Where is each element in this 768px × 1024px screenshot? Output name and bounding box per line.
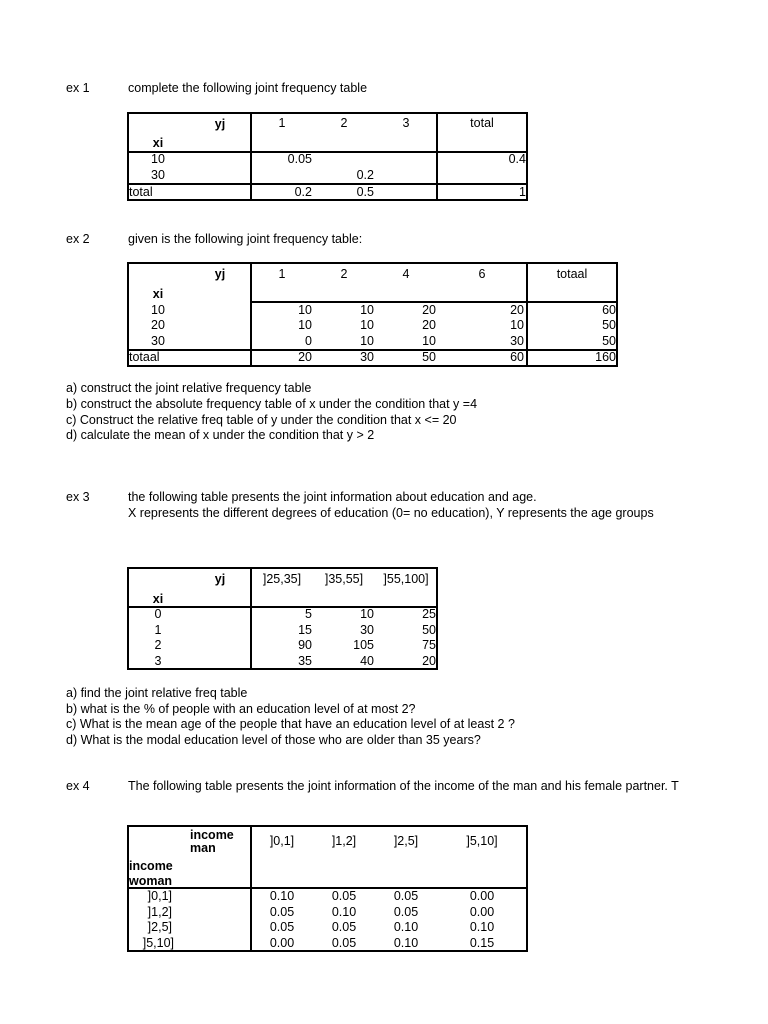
ex4-cell: 0.00	[269, 936, 295, 950]
ex1-instruction: complete the following joint frequency table	[128, 81, 368, 95]
ex2-cell: 30	[510, 334, 524, 348]
ex3-col-head: ]25,35]	[262, 572, 302, 586]
ex3-cell: 20	[422, 654, 436, 668]
ex4-col-head: ]0,1]	[269, 834, 295, 848]
ex3-cell: 15	[298, 623, 312, 637]
ex3-cell: 30	[360, 623, 374, 637]
ex1-col-head: 1	[278, 116, 286, 130]
ex2-cell: 0	[305, 334, 312, 348]
ex1-cell-total: 0.4	[508, 152, 526, 166]
ex4-cell: 0.05	[331, 936, 357, 950]
ex1-label: ex 1	[66, 81, 90, 95]
ex1-col-head: 2	[340, 116, 348, 130]
ex2-cell: 10	[510, 318, 524, 332]
ex4-cell: 0.10	[331, 905, 357, 919]
ex4-col-head: ]1,2]	[331, 834, 357, 848]
ex2-total-label: totaal	[129, 350, 160, 364]
ex3-xi-header: xi	[152, 592, 164, 606]
ex4-side-line1: income	[129, 859, 173, 873]
ex3-cell: 5	[305, 607, 312, 621]
ex4-cell: 0.15	[469, 936, 495, 950]
ex2-cell: 20	[422, 318, 436, 332]
ex1-row-label: 30	[151, 168, 165, 182]
ex4-cell: 0.05	[393, 889, 419, 903]
ex2-divider	[250, 262, 252, 367]
ex1-col-head: 3	[402, 116, 410, 130]
ex4-cell: 0.00	[469, 905, 495, 919]
ex1-total-cell: 0.2	[294, 185, 312, 199]
ex1-total-label: total	[129, 185, 153, 199]
ex2-divider	[526, 262, 528, 367]
ex2-cell: 10	[298, 318, 312, 332]
ex3-cell: 35	[298, 654, 312, 668]
ex3-cell: 10	[360, 607, 374, 621]
ex4-col-head: ]2,5]	[393, 834, 419, 848]
ex2-instruction: given is the following joint frequency table:	[128, 232, 363, 246]
ex3-instruction-1: the following table presents the joint information about education and age.	[128, 490, 537, 504]
ex4-cell: 0.05	[331, 920, 357, 934]
ex2-col-head: 6	[478, 267, 486, 281]
ex3-divider	[250, 567, 252, 670]
ex1-xi-header: xi	[152, 136, 164, 150]
ex2-question-c: c) Construct the relative freq table of y under the condition that x <= 20	[66, 413, 457, 427]
ex3-question-b: b) what is the % of people with an education level of at most 2?	[66, 702, 416, 716]
ex4-cell: 0.10	[393, 936, 419, 950]
ex3-row-label: 1	[154, 623, 162, 637]
ex4-side-line2: woman	[129, 874, 173, 888]
ex3-cell: 50	[422, 623, 436, 637]
ex3-cell: 105	[353, 638, 374, 652]
ex1-row-label: 10	[151, 152, 165, 166]
ex2-row-total: 60	[602, 303, 616, 317]
ex3-yj-header: yj	[214, 572, 226, 586]
ex4-cell: 0.10	[269, 889, 295, 903]
ex3-question-d: d) What is the modal education level of those who are older than 35 years?	[66, 733, 481, 747]
ex3-col-head: ]55,100]	[383, 572, 429, 586]
ex3-question-c: c) What is the mean age of the people that have an education level of at least 2 ?	[66, 717, 515, 731]
ex4-head-line1: income	[190, 828, 234, 842]
ex4-cell: 0.05	[393, 905, 419, 919]
ex2-cell: 10	[422, 334, 436, 348]
ex3-row-label: 0	[154, 607, 162, 621]
ex2-col-head: 4	[402, 267, 410, 281]
ex1-total-cell: 0.5	[356, 185, 374, 199]
ex2-total-cell: 50	[422, 350, 436, 364]
ex2-cell: 20	[422, 303, 436, 317]
ex3-cell: 25	[422, 607, 436, 621]
ex1-cell: 0.2	[356, 168, 374, 182]
ex2-question-d: d) calculate the mean of x under the condition that y > 2	[66, 428, 375, 442]
ex2-question-b: b) construct the absolute frequency table of x under the condition that y =4	[66, 397, 478, 411]
ex2-row-total: 50	[602, 318, 616, 332]
ex2-grand-total: 160	[595, 350, 616, 364]
ex2-col-head: 2	[340, 267, 348, 281]
ex2-total-cell: 60	[510, 350, 524, 364]
ex3-instruction-2: X represents the different degrees of education (0= no education), Y represents the age groups	[128, 506, 654, 520]
ex3-row-label: 2	[154, 638, 162, 652]
ex4-instruction: The following table presents the joint information of the income of the man and his female partner. T	[128, 779, 679, 793]
ex1-grand-total: 1	[519, 185, 526, 199]
ex2-row-label: 30	[151, 334, 165, 348]
ex2-xi-header: xi	[152, 287, 164, 301]
ex3-cell: 75	[422, 638, 436, 652]
ex2-total-head: totaal	[556, 267, 588, 281]
ex2-total-cell: 20	[298, 350, 312, 364]
ex2-question-a: a) construct the joint relative frequency table	[66, 381, 312, 395]
ex3-cell: 90	[298, 638, 312, 652]
ex3-label: ex 3	[66, 490, 90, 504]
ex2-cell: 10	[360, 334, 374, 348]
ex1-divider	[436, 112, 438, 201]
ex2-cell: 10	[298, 303, 312, 317]
ex4-cell: 0.05	[269, 920, 295, 934]
ex2-yj-header: yj	[214, 267, 226, 281]
ex4-cell: 0.05	[269, 905, 295, 919]
ex3-question-a: a) find the joint relative freq table	[66, 686, 248, 700]
ex4-label: ex 4	[66, 779, 90, 793]
ex1-total-head: total	[470, 116, 494, 130]
ex1-divider	[250, 112, 252, 201]
ex4-cell: 0.10	[393, 920, 419, 934]
ex3-row-label: 3	[154, 654, 162, 668]
ex4-row-label: ]2,5]	[147, 920, 172, 934]
ex3-cell: 40	[360, 654, 374, 668]
ex4-row-label: ]1,2]	[147, 905, 172, 919]
ex2-row-label: 20	[151, 318, 165, 332]
ex1-cell: 0.05	[287, 152, 312, 166]
ex4-cell: 0.10	[469, 920, 495, 934]
ex2-row-label: 10	[151, 303, 165, 317]
ex2-cell: 10	[360, 303, 374, 317]
ex1-yj-header: yj	[214, 117, 226, 131]
ex4-cell: 0.00	[469, 889, 495, 903]
ex4-cell: 0.05	[331, 889, 357, 903]
ex2-cell: 20	[510, 303, 524, 317]
ex2-col-head: 1	[278, 267, 286, 281]
ex3-col-head: ]35,55]	[324, 572, 364, 586]
ex4-row-label: ]5,10]	[142, 936, 174, 950]
ex2-row-total: 50	[602, 334, 616, 348]
ex2-total-cell: 30	[360, 350, 374, 364]
ex4-head-line2: man	[190, 841, 216, 855]
ex2-cell: 10	[360, 318, 374, 332]
ex4-col-head: ]5,10]	[466, 834, 498, 848]
ex4-row-label: ]0,1]	[147, 889, 172, 903]
ex2-label: ex 2	[66, 232, 90, 246]
